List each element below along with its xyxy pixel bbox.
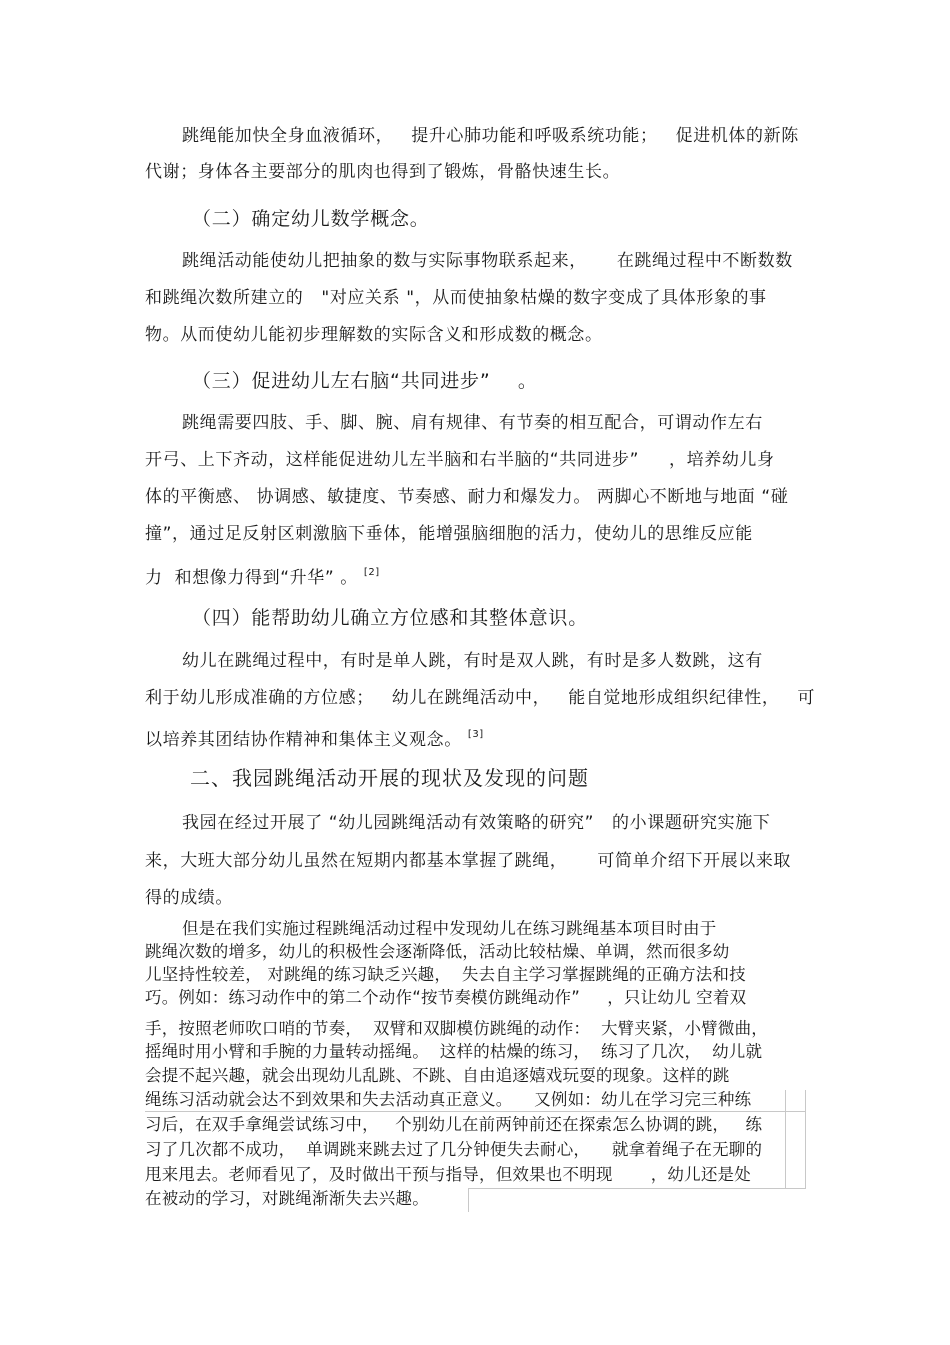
paragraph-text: 以培养其团结协作精神和集体主义观念。 bbox=[145, 730, 462, 750]
paragraph-line: 会提不起兴趣，就会出现幼儿乱跳、不跳、自由追逐嬉戏玩耍的现象。这样的跳 bbox=[145, 1066, 730, 1085]
paragraph-line: 跳绳需要四肢、手、脚、腕、肩有规律、有节奏的相互配合，可谓动作左右 bbox=[182, 413, 763, 433]
frame-line bbox=[145, 1111, 806, 1112]
paragraph-line: 甩来甩去。老师看见了，及时做出干预与指导，但效果也不明现 ，幼儿还是处 bbox=[145, 1165, 751, 1184]
paragraph-line: 跳绳次数的增多，幼儿的积极性会逐渐降低，活动比较枯燥、单调，然而很多幼 bbox=[145, 942, 730, 961]
frame-line bbox=[785, 1090, 786, 1188]
paragraph-line: 巧。例如：练习动作中的第二个动作“按节奏模仿跳绳动作” ，只让幼儿 空着双 bbox=[145, 988, 747, 1007]
paragraph-line: 绳练习活动就会达不到效果和失去活动真正意义。 又例如：幼儿在学习完三种练 bbox=[145, 1090, 752, 1109]
paragraph-line: 手，按照老师吹口哨的节奏， 双臂和双脚模仿跳绳的动作： 大臂夹紧，小臂微曲， bbox=[145, 1019, 768, 1038]
paragraph-line: 跳绳能加快全身血液循环， 提升心肺功能和呼吸系统功能； 促进机体的新陈 bbox=[182, 126, 799, 146]
paragraph-line: 跳绳活动能使幼儿把抽象的数与实际事物联系起来， 在跳绳过程中不断数数 bbox=[182, 251, 793, 271]
paragraph-line: 开弓、上下齐动，这样能促进幼儿左半脑和右半脑的“共同进步” ，培养幼儿身 bbox=[145, 450, 775, 470]
paragraph-line: 撞”，通过足反射区刺激脑下垂体，能增强脑细胞的活力，使幼儿的思维反应能 bbox=[145, 524, 753, 544]
paragraph-line: 习后，在双手拿绳尝试练习中， 个别幼儿在前两钟前还在探索怎么协调的跳， 练 bbox=[145, 1115, 763, 1134]
paragraph-line: 和跳绳次数所建立的 "对应关系 "，从而使抽象枯燥的数字变成了具体形象的事 bbox=[145, 288, 767, 308]
frame-line bbox=[468, 1188, 469, 1212]
paragraph-line: 物。从而使幼儿能初步理解数的实际含义和形成数的概念。 bbox=[145, 325, 603, 345]
paragraph-text: 力 和想像力得到“升华” 。 bbox=[145, 568, 358, 588]
frame-line bbox=[468, 1188, 806, 1189]
paragraph-line: 幼儿在跳绳过程中，有时是单人跳，有时是双人跳，有时是多人数跳，这有 bbox=[182, 651, 763, 671]
paragraph-line: 得的成绩。 bbox=[145, 888, 233, 908]
citation-ref: [3] bbox=[467, 729, 484, 740]
paragraph-line: 体的平衡感、 协调感、敏捷度、节奏感、耐力和爆发力。 两脚心不断地与地面 “碰 bbox=[145, 487, 789, 507]
paragraph-line: 摇绳时用小臂和手腕的力量转动摇绳。 这样的枯燥的练习， 练习了几次， 幼儿就 bbox=[145, 1042, 763, 1061]
section-heading: （三）促进幼儿左右脑“共同进步” 。 bbox=[192, 370, 538, 392]
frame-line bbox=[805, 1090, 806, 1188]
section-heading: （四）能帮助幼儿确立方位感和其整体意识。 bbox=[192, 607, 589, 629]
paragraph-line bbox=[145, 724, 484, 751]
paragraph-line: 利于幼儿形成准确的方位感； 幼儿在跳绳活动中， 能自觉地形成组织纪律性， 可 bbox=[145, 688, 816, 708]
paragraph-line: 儿坚持性较差， 对跳绳的练习缺乏兴趣， 失去自主学习掌握跳绳的正确方法和技 bbox=[145, 965, 746, 984]
paragraph-line: 但是在我们实施过程跳绳活动过程中发现幼儿在练习跳绳基本项目时由于 bbox=[182, 919, 717, 938]
paragraph-line: 代谢；身体各主要部分的肌肉也得到了锻炼，骨骼快速生长。 bbox=[145, 162, 621, 182]
paragraph-line: 来，大班大部分幼儿虽然在短期内都基本掌握了跳绳， 可简单介绍下开展以来取 bbox=[145, 851, 792, 871]
paragraph-line: 在被动的学习，对跳绳渐渐失去兴趣。 bbox=[145, 1189, 429, 1208]
citation-ref: [2] bbox=[363, 567, 380, 578]
paragraph-line: 我园在经过开展了 “幼儿园跳绳活动有效策略的研究” 的小课题研究实施下 bbox=[182, 813, 771, 833]
paragraph-line: 习了几次都不成功， 单调跳来跳去过了几分钟便失去耐心， 就拿着绳子在无聊的 bbox=[145, 1140, 763, 1159]
chapter-heading: 二、我园跳绳活动开展的现状及发现的问题 bbox=[190, 766, 589, 790]
section-heading: （二）确定幼儿数学概念。 bbox=[192, 208, 430, 230]
paragraph-line bbox=[145, 562, 380, 589]
